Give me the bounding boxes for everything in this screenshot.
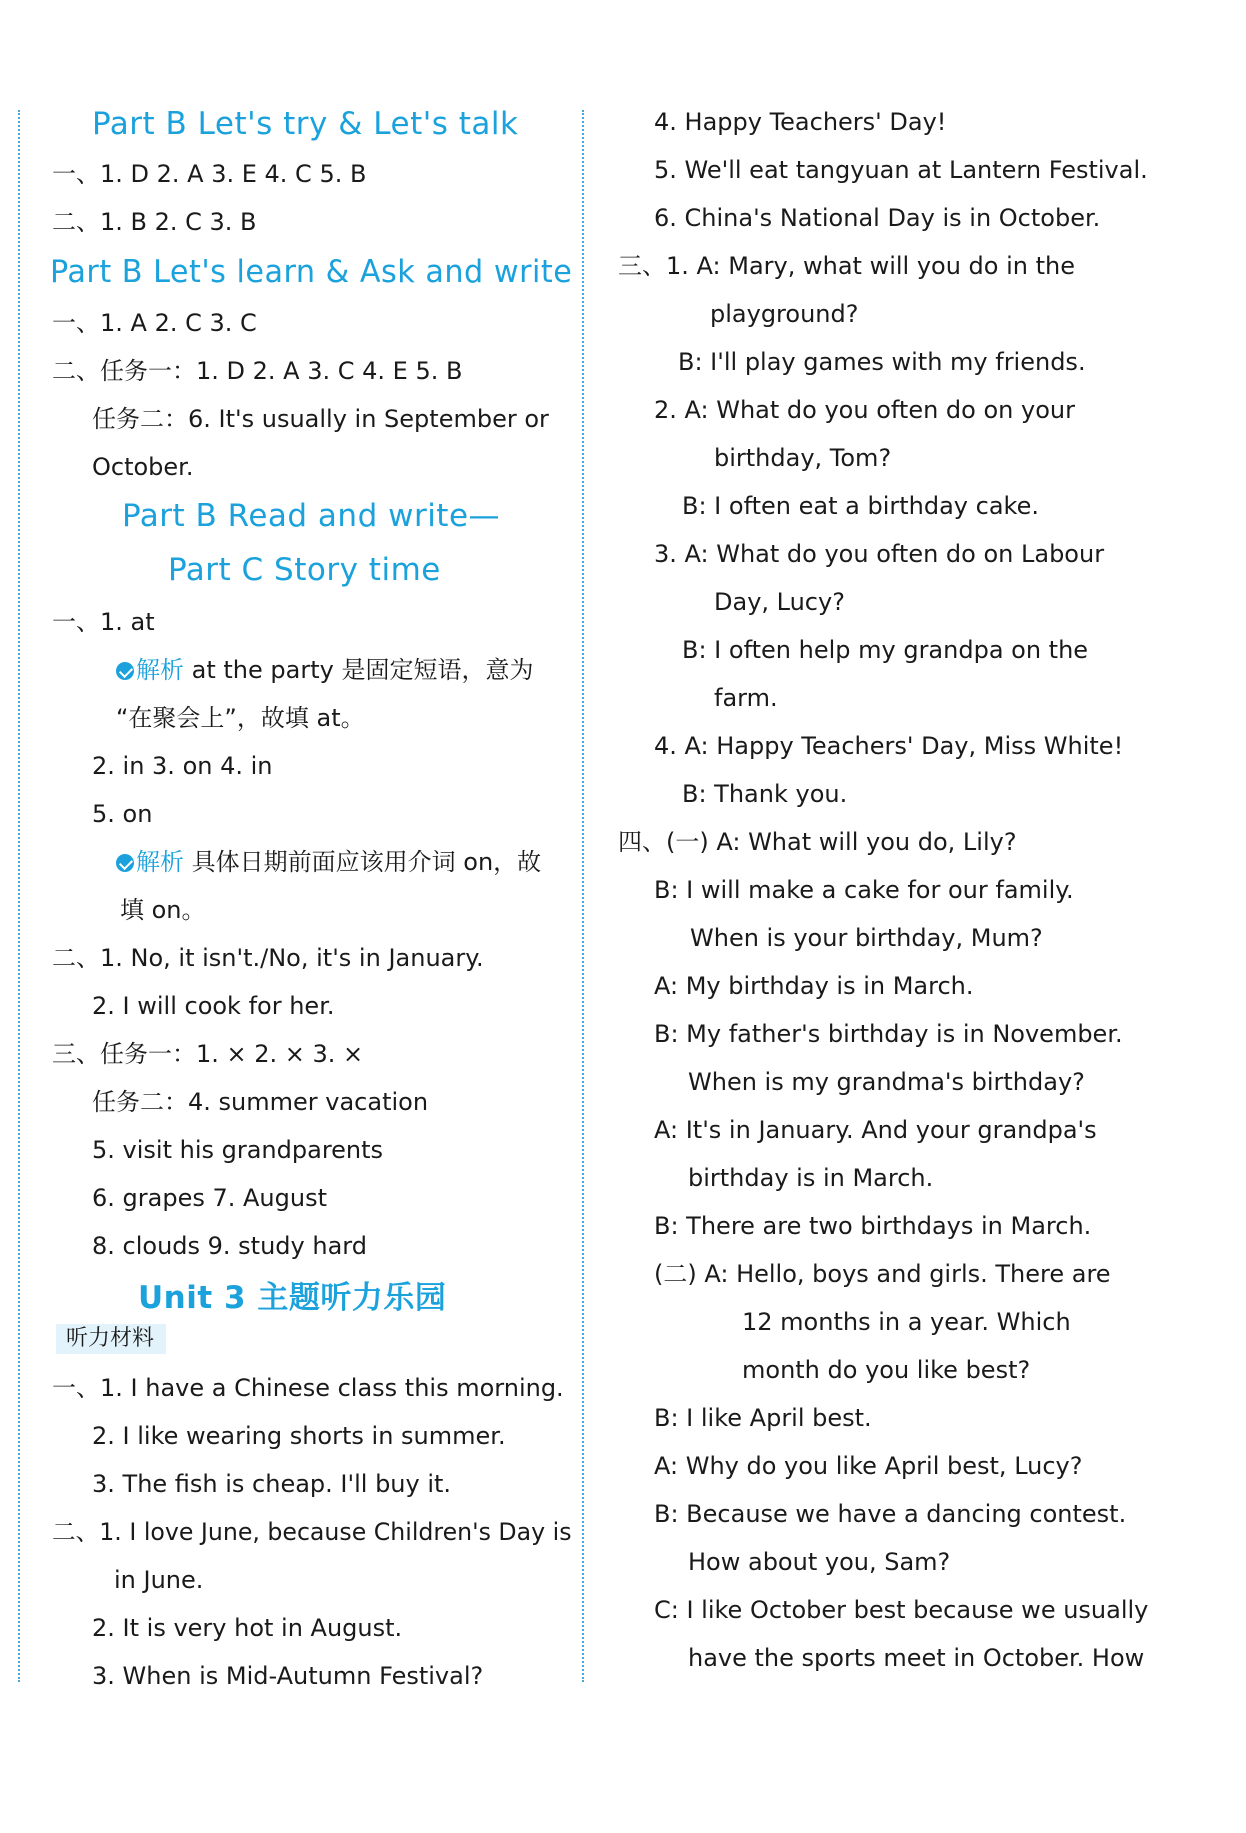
transcript-line: birthday, Tom? [714,444,892,472]
transcript-line: have the sports meet in October. How [688,1644,1145,1672]
answer-line: 8. clouds 9. study hard [92,1232,367,1260]
transcript-line: How about you, Sam? [688,1548,951,1576]
explanation-text: 具体日期前面应该用介词 on，故 [184,848,542,876]
answer-line: 一、1. D 2. A 3. E 4. C 5. B [52,160,367,188]
explanation-label: 解析 [136,656,184,684]
transcript-line: B: Because we have a dancing contest. [654,1500,1127,1528]
transcript-line: 4. Happy Teachers' Day! [654,108,947,136]
unit-heading: Unit 3 主题听力乐园 [138,1280,447,1316]
transcript-line: (二) A: Hello, boys and girls. There are [654,1260,1111,1288]
transcript-line: B: There are two birthdays in March. [654,1212,1092,1240]
transcript-line: A: Why do you like April best, Lucy? [654,1452,1083,1480]
transcript-line: farm. [714,684,778,712]
answer-line: 二、任务一：1. D 2. A 3. C 4. E 5. B [52,357,463,385]
explanation-label: 解析 [136,848,184,876]
transcript-line: 5. We'll eat tangyuan at Lantern Festival. [654,156,1148,184]
answer-line: 6. grapes 7. August [92,1184,327,1212]
transcript-line: B: Thank you. [682,780,848,808]
answer-line: 2. in 3. on 4. in [92,752,273,780]
explanation-line [116,654,533,686]
transcript-line: A: It's in January. And your grandpa's [654,1116,1097,1144]
transcript-line: B: I like April best. [654,1404,872,1432]
transcript-line: 二、1. I love June, because Children's Day is [52,1518,572,1546]
transcript-line: in June. [114,1566,204,1594]
transcript-line: playground? [710,300,859,328]
answer-line: 5. on [92,800,153,828]
answer-line: 5. visit his grandparents [92,1136,384,1164]
section-heading: Part C Story time [168,552,441,588]
answer-line: 三、任务一：1. × 2. × 3. × [52,1040,364,1068]
explanation-line: 填 on。 [120,896,206,924]
transcript-line: B: I often eat a birthday cake. [682,492,1039,520]
transcript-line: 3. The fish is cheap. I'll buy it. [92,1470,452,1498]
answer-line: 二、1. B 2. C 3. B [52,208,257,236]
transcript-line: 2. I like wearing shorts in summer. [92,1422,506,1450]
check-icon [116,662,134,680]
transcript-line: 2. A: What do you often do on your [654,396,1075,424]
transcript-line: Day, Lucy? [714,588,845,616]
answer-line: 2. I will cook for her. [92,992,335,1020]
transcript-line: When is your birthday, Mum? [690,924,1043,952]
explanation-line: “在聚会上”，故填 at。 [116,704,365,732]
transcript-line: 一、1. I have a Chinese class this morning. [52,1374,564,1402]
transcript-line: month do you like best? [742,1356,1031,1384]
answer-line: 任务二：4. summer vacation [92,1088,429,1116]
answer-line: 一、1. at [52,608,155,636]
transcript-line: 12 months in a year. Which [742,1308,1071,1336]
transcript-line: B: I will make a cake for our family. [654,876,1074,904]
section-heading: Part B Let's try & Let's talk [92,106,519,142]
answer-line: 一、1. A 2. C 3. C [52,309,257,337]
answer-line: October. [92,453,194,481]
transcript-line: 四、(一) A: What will you do, Lily? [618,828,1017,856]
transcript-line: When is my grandma's birthday? [688,1068,1085,1096]
section-heading: Part B Read and write— [122,498,501,534]
answer-line: 二、1. No, it isn't./No, it's in January. [52,944,484,972]
transcript-line: 6. China's National Day is in October. [654,204,1101,232]
transcript-line: 3. When is Mid-Autumn Festival? [92,1662,484,1690]
transcript-line: A: My birthday is in March. [654,972,974,1000]
check-icon [116,854,134,872]
explanation-line [116,846,541,878]
left-margin-line [18,110,20,1682]
transcript-line: B: I'll play games with my friends. [678,348,1086,376]
listening-material-tag: 听力材料 [56,1324,166,1354]
transcript-line: 2. It is very hot in August. [92,1614,403,1642]
explanation-text: at the party 是固定短语，意为 [184,656,534,684]
section-heading: Part B Let's learn & Ask and write [50,254,573,290]
transcript-line: C: I like October best because we usually [654,1596,1149,1624]
answer-line: 任务二：6. It's usually in September or [92,405,549,433]
transcript-line: 三、1. A: Mary, what will you do in the [618,252,1075,280]
transcript-line: birthday is in March. [688,1164,934,1192]
transcript-line: B: I often help my grandpa on the [682,636,1089,664]
transcript-line: B: My father's birthday is in November. [654,1020,1123,1048]
center-divider-line [582,110,584,1682]
transcript-line: 4. A: Happy Teachers' Day, Miss White! [654,732,1124,760]
transcript-line: 3. A: What do you often do on Labour [654,540,1105,568]
